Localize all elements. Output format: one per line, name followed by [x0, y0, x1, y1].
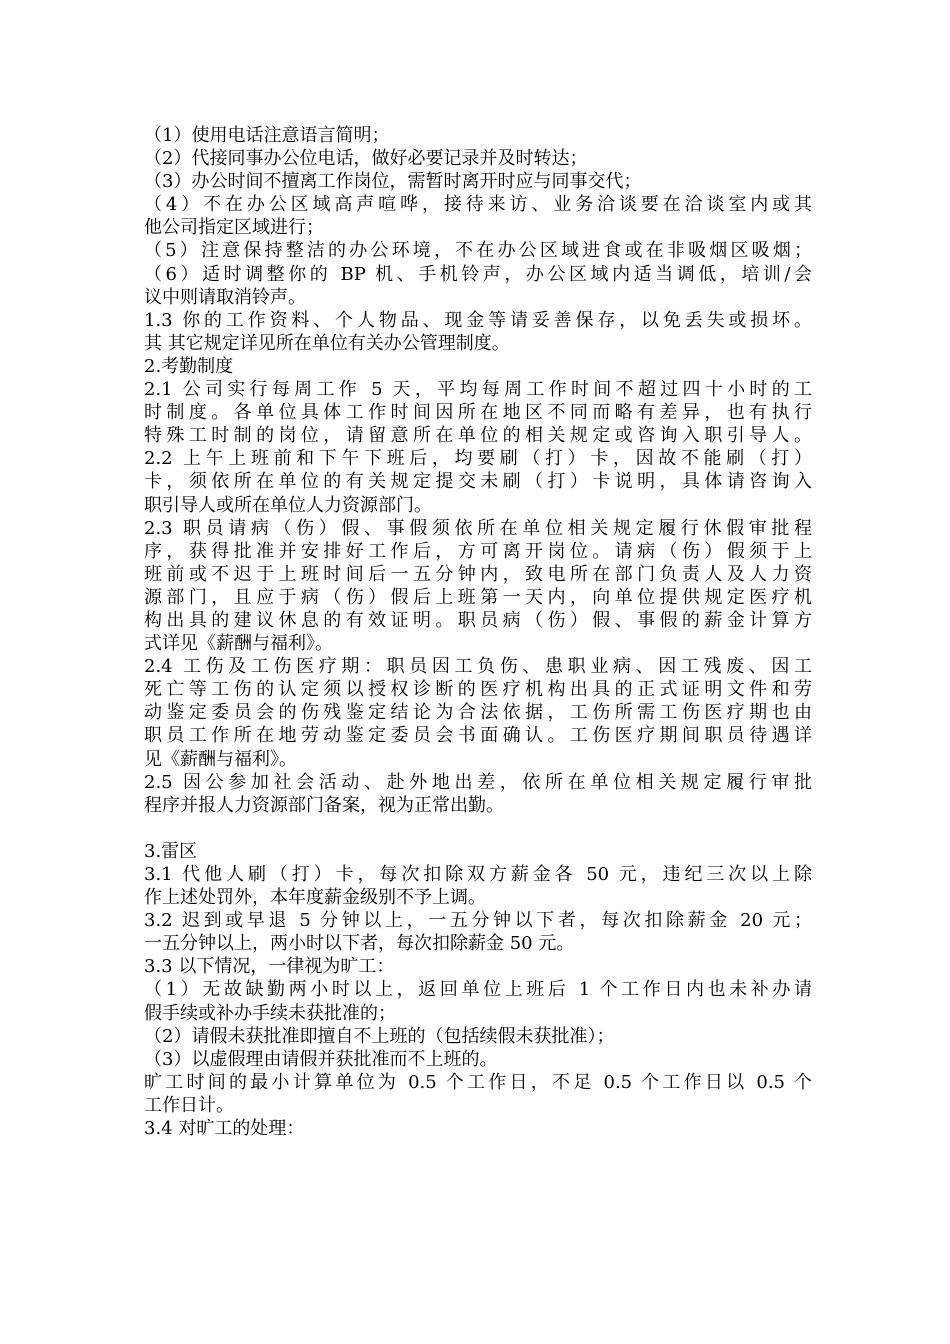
- text-line: 班前或不迟于上班时间后一五分钟内，致电所在部门负责人及人力资: [144, 563, 812, 585]
- text-line: （3）以虚假理由请假并获批准而不上班的。: [144, 1048, 498, 1070]
- text-line: 议中则请取消铃声。: [144, 286, 306, 308]
- text-line: 程序并报人力资源部门备案，视为正常出勤。: [144, 794, 504, 816]
- text-line: 特殊工时制的岗位，请留意所在单位的相关规定或咨询入职引导人。: [144, 425, 812, 447]
- text-line: 2.2 上午上班前和下午下班后，均要刷（打）卡，因故不能刷（打）: [144, 448, 812, 470]
- text-line: 源部门，且应于病（伤）假后上班第一天内，向单位提供规定医疗机: [144, 586, 812, 608]
- text-line: 见《薪酬与福利》。: [144, 748, 297, 770]
- text-line: 他公司指定区域进行；: [144, 217, 324, 239]
- text-line: （2）请假未获批准即擅自不上班的（包括续假未获批准）；: [144, 1025, 615, 1047]
- text-line: 1.3 你的工作资料、个人物品、现金等请妥善保存，以免丢失或损坏。: [144, 309, 812, 331]
- text-line: 工作日计。: [144, 1094, 234, 1116]
- text-line: 假手续或补办手续未获批准的；: [144, 1002, 396, 1024]
- text-line: 3.4 对旷工的处理：: [144, 1118, 305, 1140]
- text-line: 时制度。各单位具体工作时间因所在地区不同而略有差异，也有执行: [144, 402, 812, 424]
- text-line: 2.4 工伤及工伤医疗期：职员因工负伤、患职业病、因工残废、因工: [144, 656, 812, 678]
- text-line: 3.雷区: [144, 840, 198, 862]
- text-line: （5）注意保持整洁的办公环境，不在办公区域进食或在非吸烟区吸烟；: [144, 240, 812, 262]
- blank-line: [144, 817, 812, 840]
- text-line: 旷工时间的最小计算单位为 0.5 个工作日，不足 0.5 个工作日以 0.5 个: [144, 1071, 812, 1093]
- text-line: 3.2 迟到或早退 5 分钟以上，一五分钟以下者，每次扣除薪金 20 元；: [144, 910, 812, 932]
- text-line: 构出具的建议休息的有效证明。职员病（伤）假、事假的薪金计算方: [144, 609, 812, 631]
- text-line: 卡，须依所在单位的有关规定提交未刷（打）卡说明，具体请咨询入: [144, 471, 812, 493]
- text-line: （4）不在办公区域高声喧哗，接待来访、业务洽谈要在洽谈室内或其: [144, 194, 812, 216]
- text-line: （1）无故缺勤两小时以上，返回单位上班后 1 个工作日内也未补办请: [144, 979, 812, 1001]
- text-line: （2）代接同事办公位电话，做好必要记录并及时转达；: [144, 148, 588, 170]
- text-line: 职员工作所在地劳动鉴定委员会书面确认。工伤医疗期间职员待遇详: [144, 725, 812, 747]
- text-line: 式详见《薪酬与福利》。: [144, 633, 333, 655]
- text-line: 死亡等工伤的认定须以授权诊断的医疗机构出具的正式证明文件和劳: [144, 679, 812, 701]
- text-line: 作上述处罚外，本年度薪金级别不予上调。: [144, 887, 486, 909]
- text-line: 2.5 因公参加社会活动、赴外地出差，依所在单位相关规定履行审批: [144, 771, 812, 793]
- text-line: （6）适时调整你的 BP 机、手机铃声，办公区域内适当调低，培训/会: [144, 263, 812, 285]
- text-line: 2.3 职员请病（伤）假、事假须依所在单位相关规定履行休假审批程: [144, 517, 812, 539]
- text-line: （3）办公时间不擅离工作岗位，需暂时离开时应与同事交代；: [144, 171, 642, 193]
- text-line: 2.1 公司实行每周工作 5 天，平均每周工作时间不超过四十小时的工: [144, 379, 812, 401]
- text-line: 3.1 代他人刷（打）卡，每次扣除双方薪金各 50 元，违纪三次以上除: [144, 864, 812, 885]
- text-line: 一五分钟以上，两小时以下者，每次扣除薪金 50 元。: [144, 933, 575, 955]
- document-page: [144, 124, 812, 1140]
- text-line: （1）使用电话注意语言简明；: [144, 125, 390, 146]
- text-line: 2.考勤制度: [144, 355, 234, 377]
- text-line: 其 其它规定详见所在单位有关办公管理制度。: [144, 332, 510, 354]
- text-line: 动鉴定委员会的伤残鉴定结论为合法依据，工伤所需工伤医疗期也由: [144, 702, 812, 724]
- text-line: 序，获得批准并安排好工作后，方可离开岗位。请病（伤）假须于上: [144, 540, 812, 562]
- text-line: 职引导人或所在单位人力资源部门。: [144, 494, 432, 516]
- text-line: 3.3 以下情况，一律视为旷工：: [144, 956, 395, 978]
